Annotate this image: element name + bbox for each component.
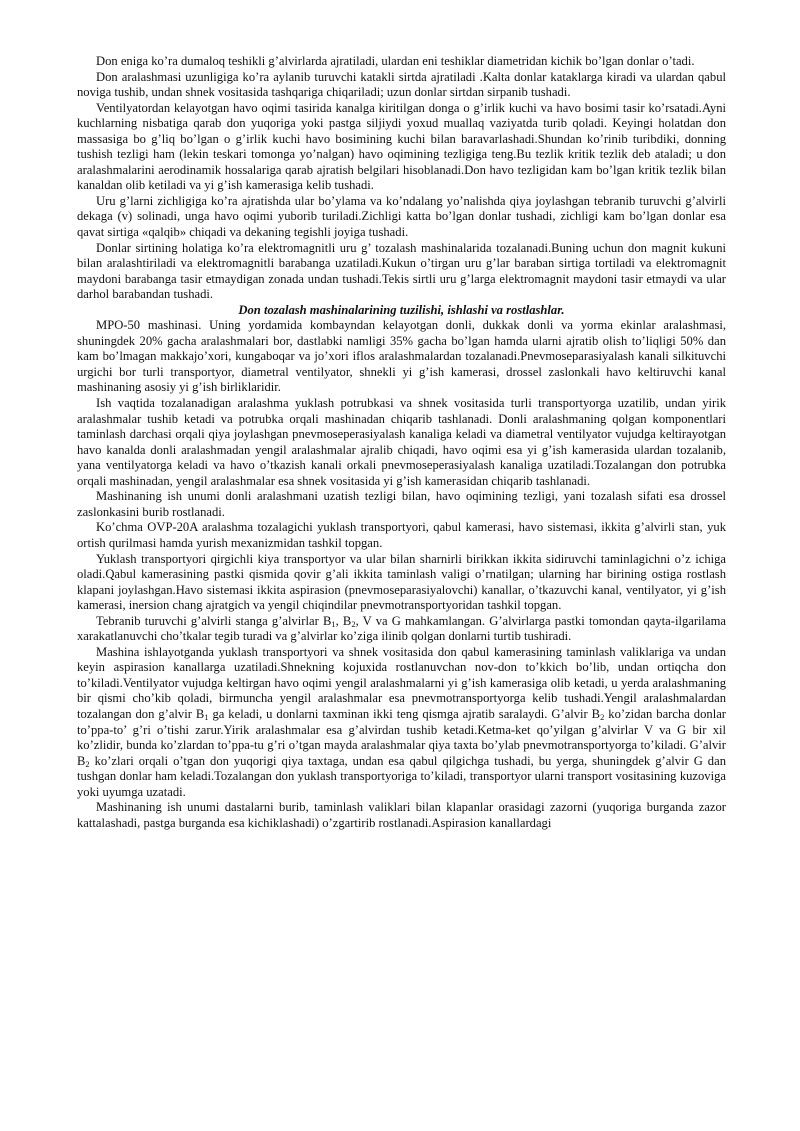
paragraph: Uru g’larni zichligiga ko’ra ajratishda ular bo’ylama va ko’ndalang yo’nalishda qiya joylashgan tebranib turuvchi g’alvirli dekaga (v) solinadi, unga havo oqimi yuborib turiladi.Zichligi katta bo’lgan donlar tushadi, zichligi kam bo’lgan donlar esa qavat sirtiga «qalqib» chiqadi va dekaning tegishli joyiga tushadi. — [77, 193, 726, 240]
paragraph: Tebranib turuvchi g’alvirli stanga g’alvirlar $B_1$, $B_2$, V va G mahkamlangan. G’alvirlarga pastki tomondan qayta-ilgarilama xarakatlanuvchi cho’tkalar tegib turadi va g’alvirlar ko’ziga ilinib qolgan donlarni turtib tushiradi. — [77, 613, 727, 644]
paragraph: Yuklash transportyori qirgichli kiya transportyor va ular bilan sharnirli birikkan ikkita sidiruvchi taminlagichni o’z ichiga oladi.Qabul kamerasining pastki qismida qovir g’ali ikkita taminlash valigi o’rnatilgan; ularning har birining ostiga rostlash klapani joylashgan.Havo sistemasi ikkita aspirasion (pnevmoseparasiyalovchi) kanallar, o’tkazuvchi kanal, ventilyator, yi g’ish kamerasi, inersion chang ajratgich va yengil chiqindilar pnevmotransportyoridan tashkil topgan. — [77, 551, 726, 613]
paragraph: Mashina ishlayotganda yuklash transportyori va shnek vositasida don qabul kamerasining taminlash valiklariga va undan keyin aspirasion kanallarga uzatiladi.Shnekning kojuxida rostlanuvchan nov-don to’kkich bo’lib, undan ortiqcha don to’kiladi.Ventilyator vujudga keltirgan havo oqimi yengil aralashmalarni yi g’ish kamerasiga olib ketadi, u yerda aralashmaning bir qismi cho’kib qoladi, birmuncha yengil aralashmalar esa pnevmotransportyorga kelib tushadi.Yengil aralashmalardan tozalangan don g’alvir $B_1$ ga keladi, u donlarni taxminan ikki teng qismga ajratib saralaydi. G’alvir $B_2$ ko’zidan barcha donlar to’ppa-to’ g’ri o’tishi zarur.Yirik aralashmalar esa g’alvirdan tushib ketadi.Ketma-ket qo’yilgan g’alvirlar V va G bir xil ko’zlidir, bunda ko’zlardan to’ppa-tu g’ri o’tgan mayda aralashmalar qiya taxta bo’ylab pnevmotransportyorga to’kiladi. G’alvir $B_2$ ko’zlari orqali o’tgan don yuqorigi qiya taxtaga, undan esa qabul qilgichga tushadi, bu yerga, shuningdek g’alvir G dan tushgan donlar ham keladi.Tozalangan don yuklash transportyoriga to’kiladi, transportyor ularni transport vositasining kuzoviga yoki uyumga uzatadi. — [77, 644, 726, 799]
paragraph: Ko’chma OVP-20A aralashma tozalagichi yuklash transportyori, qabul kamerasi, havo sistemasi, ikkita g’alvirli stan, yuk ortish qurilmasi hamda yurish mexanizmidan tashkil topgan. — [77, 520, 726, 550]
paragraph: MPO-50 mashinasi. Uning yordamida kombayndan kelayotgan donli, dukkak donli va yorma ekinlar aralashmasi, shuningdek 20% gacha aralashmalari bor, dastlabki namligi 35% gacha bo’lgan hamda ularni ajratib olish to’liqligi 50% dan kam bo’lmagan makkajo’xori, kungaboqar va jo’xori iflos aralashmalardan tozalanadi.Pnevmoseparasiyalash kanali silkituvchi urgichi bor turli transportyor, diametral ventilyator, shnekli yi g’ish kamerasi, drossel zaslonkali havo keltiruvchi kanal mashinaning asosiy yi g’ish birliklaridir. — [77, 318, 726, 395]
paragraph: Mashinaning ish unumi donli aralashmani uzatish tezligi bilan, havo oqimining tezligi, yani tozalash sifati esa drossel zaslonkasini burib rostlanadi. — [77, 489, 726, 519]
paragraph: Ventilyatordan kelayotgan havo oqimi tasirida kanalga kiritilgan donga o g’irlik kuchi va havo bosimi tasir ko’rsatadi.Ayni kuchlarning nisbatiga qarab don yuqoriga yoki pastga siljiydi yoxud muallaq vaziyatda turib qoladi. Keyingi holatdan don massasiga bo g’liq bo’lgan o g’irlik kuchi havo bosimining kuchi bilan baravarlashadi.Shundan ko’rinib turibdiki, donning tushish tezligi ham (lekin teskari tomonga yo’nalgan) havo oqimining tezligiga teng.Bu tezlik kritik tezlik deb ataladi; u don aralashmalarini aerodinamik hossalariga qarab ajratish belgilari hisoblanadi.Don havo tezligidan kam bo’lgan kritik tezlik bilan kanaldan olib ketiladi va yi g’ish kamerasiga kelib tushadi. — [77, 100, 726, 193]
paragraph: Don aralashmasi uzunligiga ko’ra aylanib turuvchi katakli sirtda ajratiladi .Kalta donlar kataklarga kiradi va ulardan qabul noviga tushib, undan shnek vositasida tashqariga chiqariladi; uzun donlar sirtdan sirpanib tushadi. — [77, 69, 726, 100]
paragraph: Mashinaning ish unumi dastalarni burib, taminlash valiklari bilan klapanlar orasidagi zazorni (yuqoriga burganda zazor kattalashadi, pastga burganda esa kichiklashadi) o’zgartirib rostlanadi.Aspirasion kanallardagi — [77, 800, 726, 830]
paragraph: Ish vaqtida tozalanadigan aralashma yuklash potrubkasi va shnek vositasida turli transportyorga uzatilib, undan yirik aralashmalar tushib ketadi va potrubka orqali mashinadan chiqarib tashlanadi. Donli aralashmaning qolgan komponentlari taminlash darchasi orqali qiya joylashgan pnevmoseperasiyalash kanaliga keladi va diametral ventilyator vujudga keltirayotgan havo kanalda donli aralashmadan yengil aralashmalar ajralib chiqadi, havo oqimi esa yi g’ish kamerasida ulardan tozalanib, yana ventilyatorga keladi va havo o’tkazish kanali orkali pnevmoseperasiyalash kanaliga uzatiladi.Tozalangan don potrubka orqali mashinadan, yengil aralashmalar esa shnek vositasida yi g’ish kamerasidan chiqarib tashlanadi. — [77, 396, 726, 488]
paragraph: Donlar sirtining holatiga ko’ra elektromagnitli uru g’ tozalash mashinalarida tozalanadi.Buning uchun don magnit kukuni bilan aralashtiriladi va elektromagnitli barabanga uzatiladi.Kukun o’tirgan uru g’lar baraban sirtiga tortiladi va elektromagnit maydoni barabanga tasir etmaydigan zonada undan tushadi.Tekis sirtli uru g’larga elektromagnit maydoni tasir etmaydi va ular darhol barabandan tushadi. — [77, 240, 726, 302]
section-heading: Don tozalash mashinalarining tuzilishi, ishlashi va rostlashlar. — [238, 302, 565, 317]
paragraph: Don eniga ko’ra dumaloq teshikli g’alvirlarda ajratiladi, ulardan eni teshiklar diametridan kichik bo’lgan donlar o’tadi. — [96, 54, 695, 68]
